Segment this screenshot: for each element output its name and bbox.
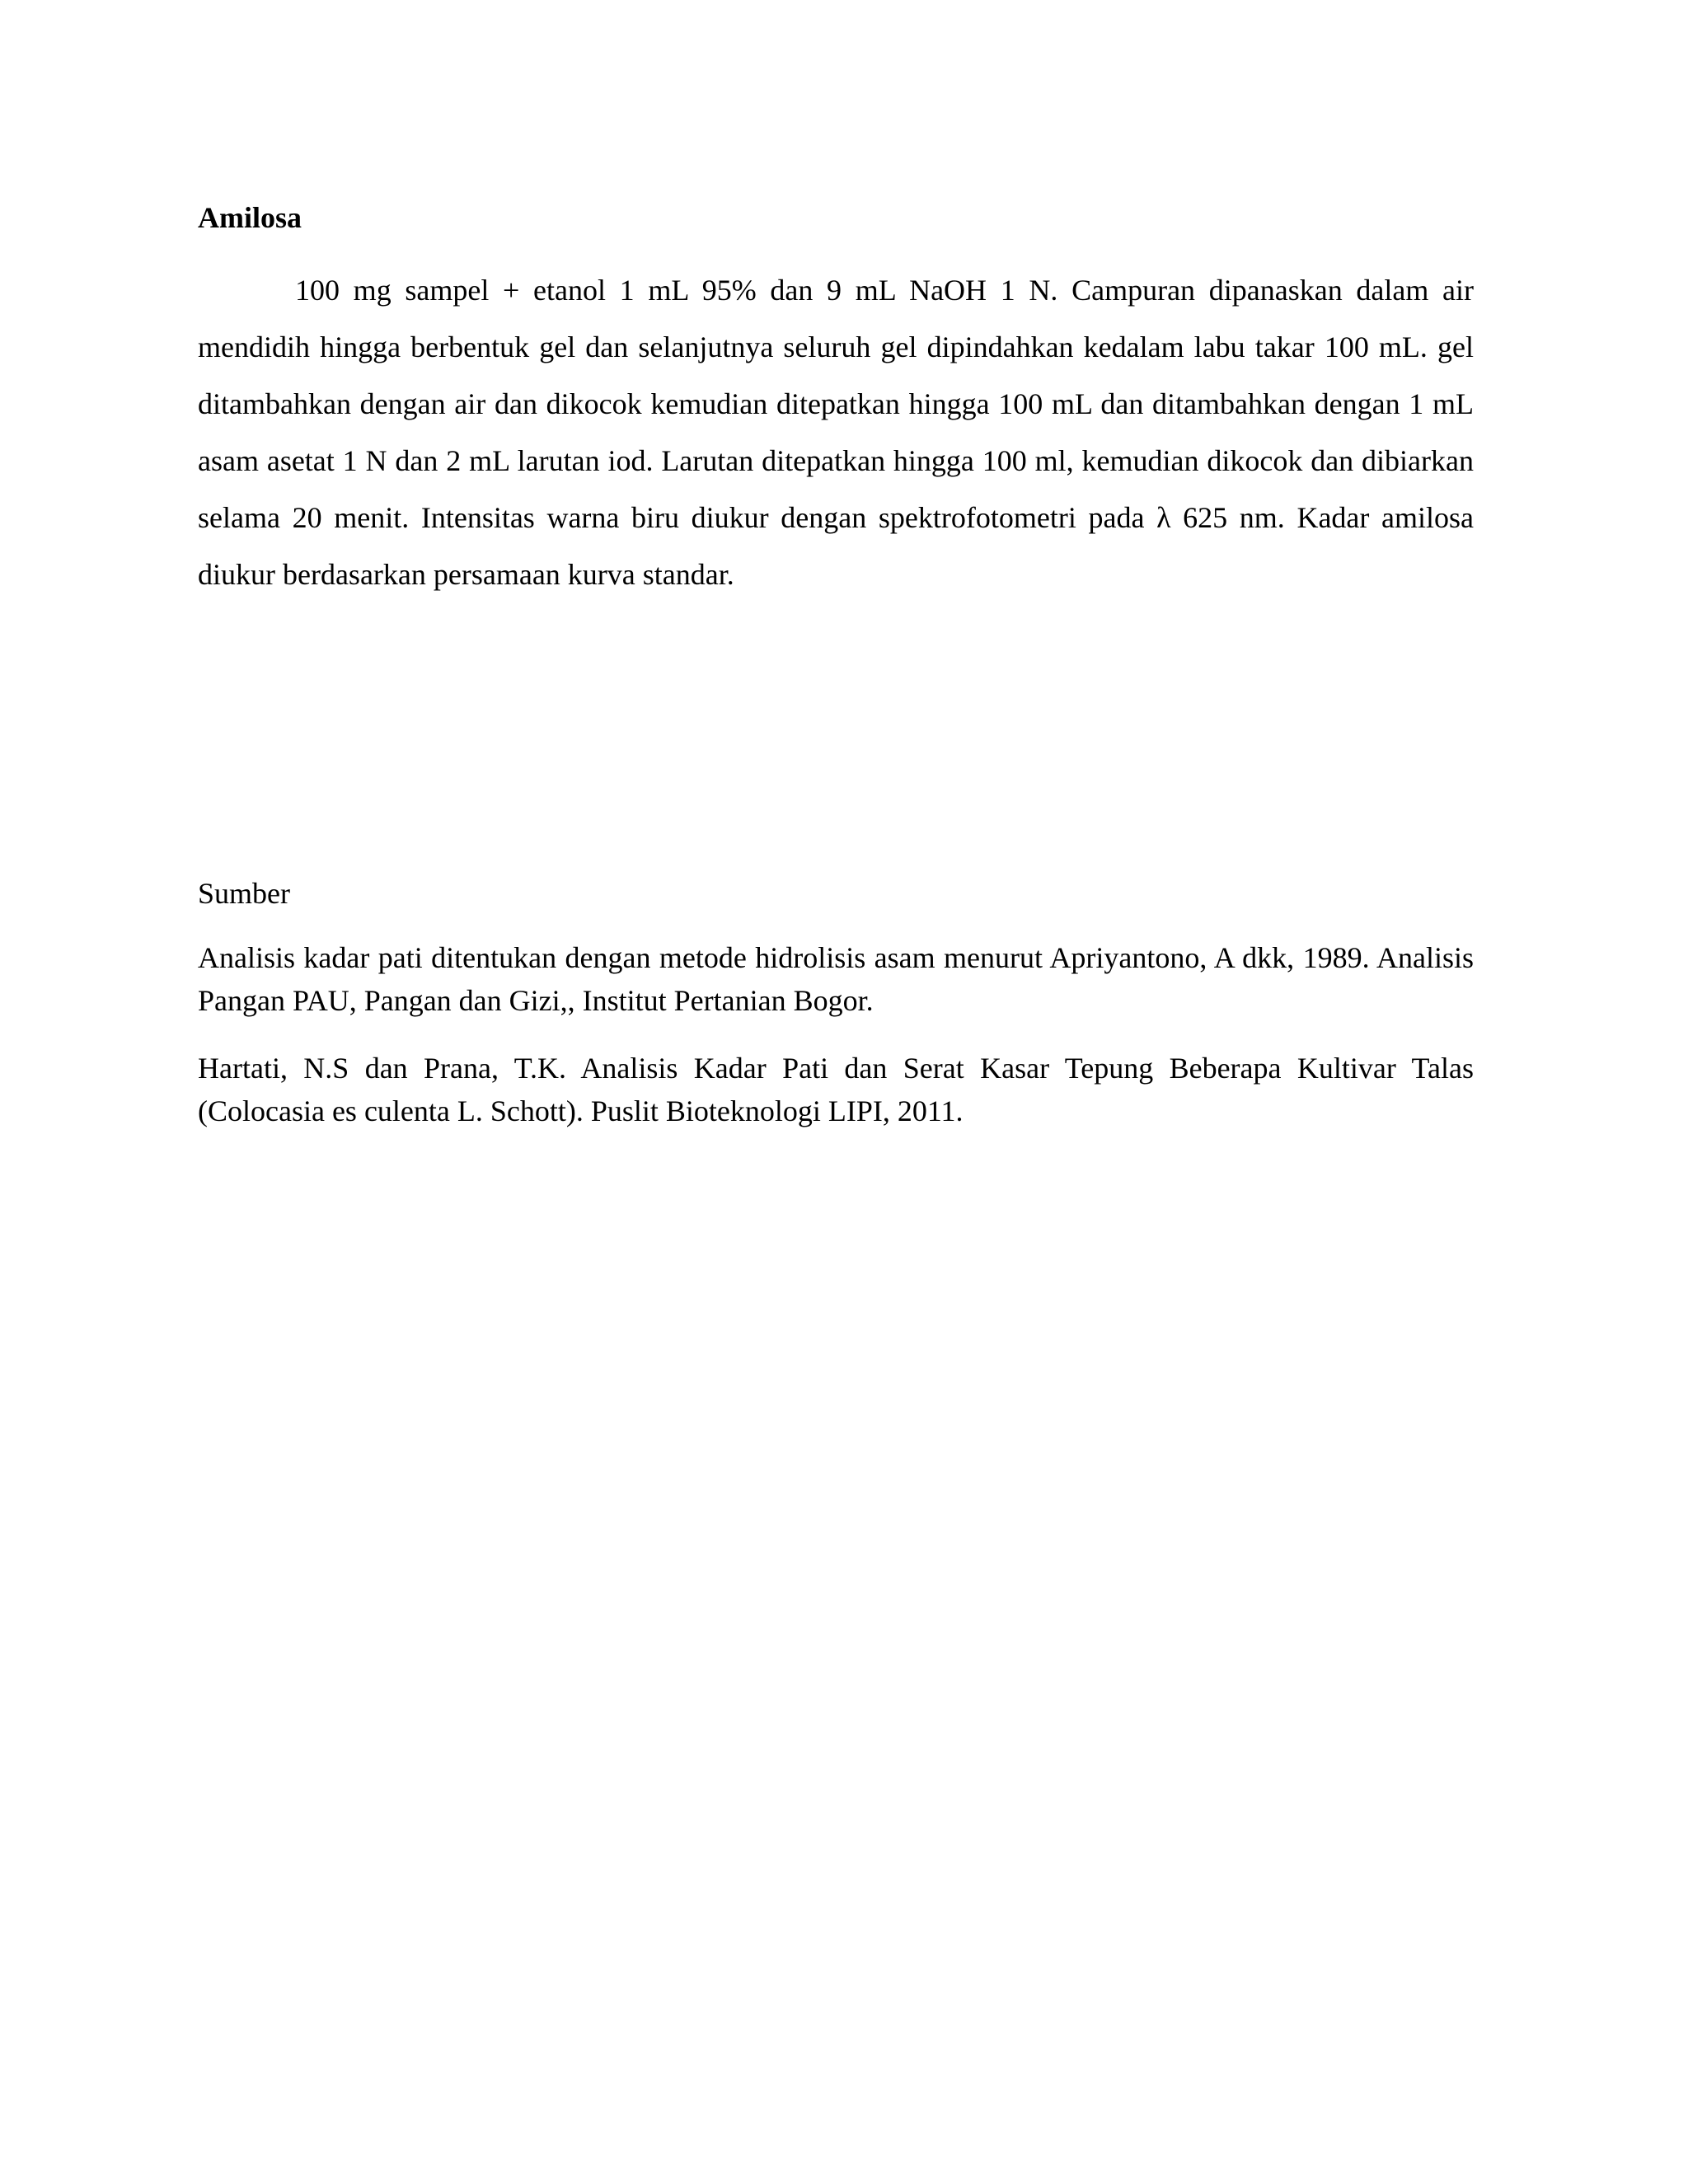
sources-section: [198, 870, 1474, 1132]
amilosa-section: [198, 194, 1474, 603]
reference-item: Hartati, N.S dan Prana, T.K. Analisis Kadar Pati dan Serat Kasar Tepung Beberapa Kultivar Talas (Colocasia es culenta L. Schott). Puslit Bioteknologi LIPI, 2011.: [198, 1052, 1474, 1127]
method-paragraph: 100 mg sampel + etanol 1 mL 95% dan 9 mL NaOH 1 N. Campuran dipanaskan dalam air mendidih hingga berbentuk gel dan selanjutnya seluruh gel dipindahkan kedalam labu takar 100 mL. gel ditambahkan dengan air dan dikocok kemudian ditepatkan hingga 100 mL dan ditambahkan dengan 1 mL asam asetat 1 N dan 2 mL larutan iod. Larutan ditepatkan hingga 100 ml, kemudian dikocok dan dibiarkan selama 20 menit. Intensitas warna biru diukur dengan spektrofotometri pada λ 625 nm. Kadar amilosa diukur berdasarkan persamaan kurva standar.: [198, 274, 1474, 591]
section-title: Amilosa: [198, 201, 302, 234]
sources-heading: Sumber: [198, 877, 290, 910]
reference-item: Analisis kadar pati ditentukan dengan metode hidrolisis asam menurut Apriyantono, A dkk, 1989. Analisis Pangan PAU, Pangan dan Gizi,, Institut Pertanian Bogor.: [198, 941, 1474, 1017]
